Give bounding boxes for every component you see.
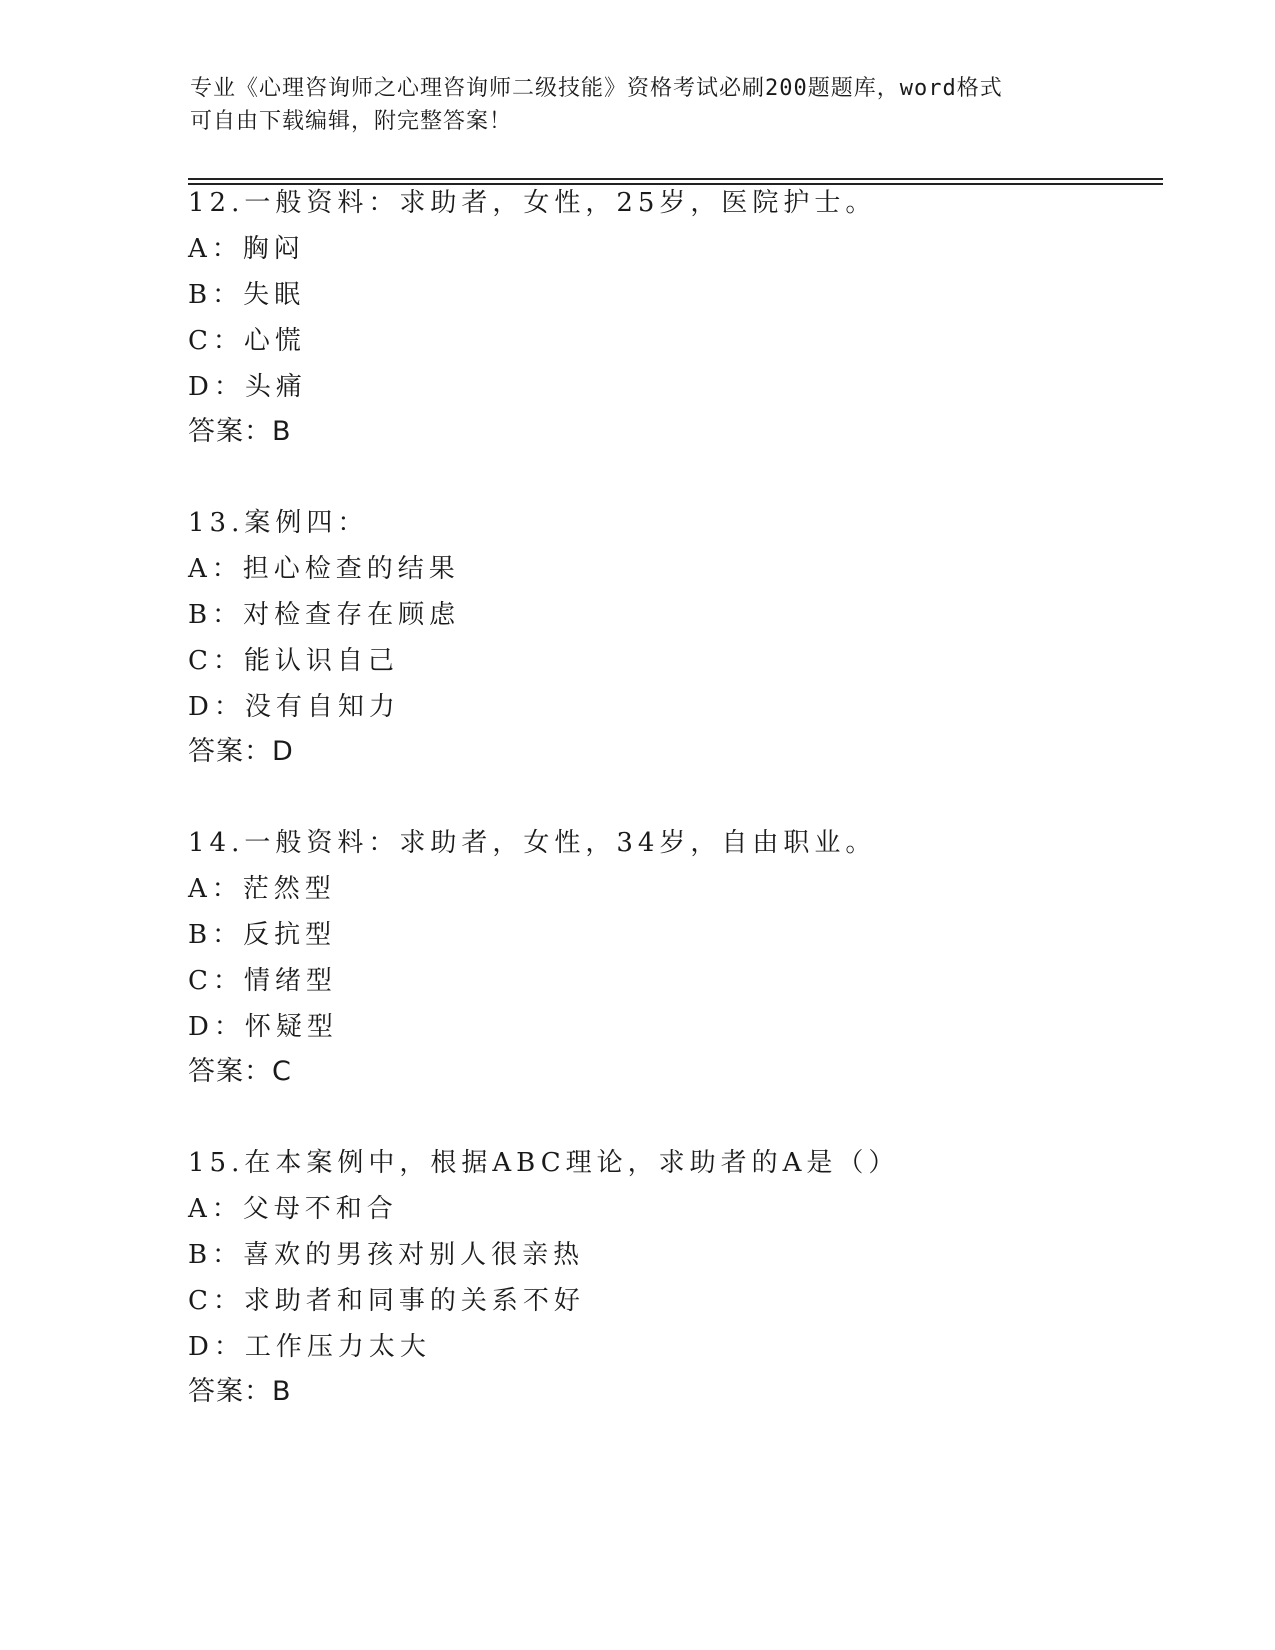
option-a: A：茫然型 bbox=[188, 874, 336, 904]
option-d: D：没有自知力 bbox=[188, 692, 400, 722]
header-divider-top bbox=[188, 178, 1163, 180]
answer-line: 答案：B bbox=[188, 1376, 292, 1407]
option-c: C：情绪型 bbox=[188, 966, 337, 996]
answer-line: 答案：C bbox=[188, 1056, 292, 1087]
option-a: A：担心检查的结果 bbox=[188, 554, 460, 584]
option-b: B：喜欢的男孩对别人很亲热 bbox=[188, 1240, 585, 1270]
option-d: D：怀疑型 bbox=[188, 1012, 338, 1042]
option-b: B：对检查存在顾虑 bbox=[188, 600, 461, 630]
question-stem: 15.在本案例中，根据ABC理论，求助者的A是（） bbox=[188, 1148, 900, 1178]
option-a: A：胸闷 bbox=[188, 234, 305, 264]
option-b: B：失眠 bbox=[188, 280, 306, 310]
header-title-line-1: 专业《心理咨询师之心理咨询师二级技能》资格考试必刷200题题库，word格式 bbox=[190, 76, 1003, 101]
answer-line: 答案：D bbox=[188, 736, 294, 767]
question-stem: 12.一般资料：求助者，女性，25岁，医院护士。 bbox=[188, 188, 877, 218]
option-d: D：头痛 bbox=[188, 372, 307, 402]
option-d: D：工作压力太大 bbox=[188, 1332, 431, 1362]
option-c: C：能认识自己 bbox=[188, 646, 399, 676]
document-header bbox=[190, 72, 1090, 138]
question-stem: 14.一般资料：求助者，女性，34岁，自由职业。 bbox=[188, 828, 877, 858]
option-c: C：心慌 bbox=[188, 326, 306, 356]
header-divider-bottom bbox=[188, 183, 1163, 185]
header-title-line-2: 可自由下载编辑，附完整答案！ bbox=[190, 109, 513, 134]
option-c: C：求助者和同事的关系不好 bbox=[188, 1286, 585, 1316]
question-stem: 13.案例四： bbox=[188, 508, 369, 538]
answer-line: 答案：B bbox=[188, 416, 292, 447]
option-b: B：反抗型 bbox=[188, 920, 337, 950]
option-a: A：父母不和合 bbox=[188, 1194, 398, 1224]
